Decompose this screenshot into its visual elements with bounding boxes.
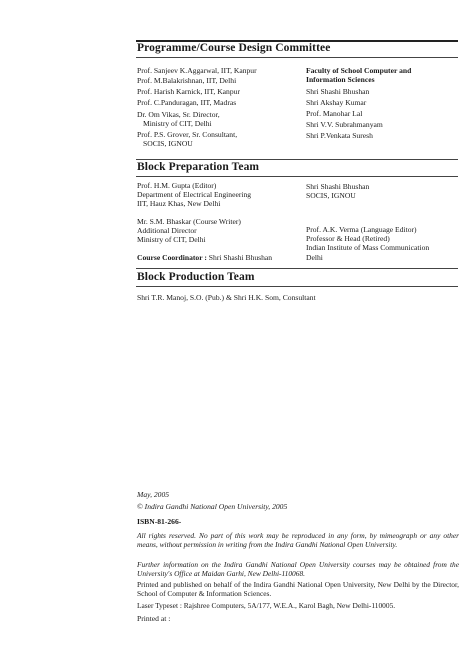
committee-left-list xyxy=(137,66,257,149)
committee-rule xyxy=(136,57,458,58)
prod-team-line: Shri T.R. Manoj, S.O. (Pub.) & Shri H.K. Som, Consultant xyxy=(137,293,316,302)
publication-date: May, 2005 xyxy=(137,490,170,499)
faculty-heading: Information Sciences xyxy=(306,75,375,85)
language-editor-name: Prof. A.K. Verma (Language Editor) xyxy=(306,225,417,234)
faculty-heading: Faculty of School Computer and xyxy=(306,66,412,75)
committee-member: Prof. P.S. Grover, Sr. Consultant, xyxy=(137,130,238,140)
course-coordinator xyxy=(137,253,272,262)
prep-writer-place: Ministry of CIT, Delhi xyxy=(137,235,206,245)
printed-at: Printed at : xyxy=(137,614,171,623)
faculty-member: Shri Shashi Bhushan xyxy=(306,87,370,97)
faculty-member: Shri P.Venkata Suresh xyxy=(306,131,373,141)
laser-typeset: Laser Typeset : Rajshree Computers, 5A/177, W.E.A., Karol Bagh, New Delhi-110005. xyxy=(137,601,396,610)
prep-coordinator-name: Shri Shashi Bhushan xyxy=(306,182,370,191)
committee-member: Prof. Sanjeev K.Aggarwal, IIT, Kanpur xyxy=(137,66,257,75)
language-editor-city: Delhi xyxy=(306,252,323,262)
prep-coordinator-place: SOCIS, IGNOU xyxy=(306,191,356,201)
committee-member: Dr. Om Vikas, Sr. Director, xyxy=(137,110,220,119)
prep-writer-title: Additional Director xyxy=(137,226,197,236)
committee-heading: Programme/Course Design Committee xyxy=(137,42,331,54)
prep-editor xyxy=(137,181,251,209)
committee-member-affiliation: SOCIS, IGNOU xyxy=(143,139,193,149)
prep-top-rule xyxy=(136,159,458,160)
printed-published: Printed and published on behalf of the Indira Gandhi National Open University, New Delhi by the Director, School of Computer & Information Sciences. xyxy=(137,580,459,599)
prep-editor-name: Prof. H.M. Gupta (Editor) xyxy=(137,181,217,190)
rights-notice: All rights reserved. No part of this work may be reproduced in any form, by mimeograph or any other means, without permission in writing from the Indira Gandhi National Open University. xyxy=(137,531,459,550)
prod-heading: Block Production Team xyxy=(137,271,255,283)
faculty-member: Prof. Manohar Lal xyxy=(306,109,363,119)
coordinator-label: Course Coordinator : xyxy=(137,253,207,262)
committee-member: Prof. Harish Karnick, IIT, Kanpur xyxy=(137,87,240,96)
language-editor-title: Professor & Head (Retired) xyxy=(306,234,390,244)
coordinator-name: Shri Shashi Bhushan xyxy=(208,253,273,262)
prep-coordinator xyxy=(306,182,369,200)
prep-language-editor xyxy=(306,225,429,262)
faculty-member: Shri Akshay Kumar xyxy=(306,98,367,108)
prep-editor-dept: Department of Electrical Engineering xyxy=(137,190,252,200)
prod-rule xyxy=(136,286,458,287)
copyright-line: © Indira Gandhi National Open University, 2005 xyxy=(137,502,288,511)
isbn: ISBN-81-266- xyxy=(137,517,182,526)
prep-writer-name: Mr. S.M. Bhaskar (Course Writer) xyxy=(137,217,241,226)
prod-top-rule xyxy=(136,268,458,269)
further-info: Further information on the Indira Gandhi National Open University courses may be obtained from the University's Office at Maidan Garhi, New Delhi-110068. xyxy=(137,560,459,579)
language-editor-institute: Indian Institute of Mass Communication xyxy=(306,243,430,253)
prep-editor-place: IIT, Hauz Khas, New Delhi xyxy=(137,199,221,209)
committee-member: Prof. C.Panduragan, IIT, Madras xyxy=(137,98,237,107)
committee-member-affiliation: Ministry of CIT, Delhi xyxy=(143,119,212,129)
committee-right-list xyxy=(306,66,411,140)
prep-heading: Block Preparation Team xyxy=(137,161,260,173)
faculty-member: Shri V.V. Subrahmanyam xyxy=(306,120,383,130)
prep-writer xyxy=(137,217,241,245)
prep-rule xyxy=(136,176,458,177)
committee-member: Prof. M.Balakrishnan, IIT, Delhi xyxy=(137,76,237,85)
